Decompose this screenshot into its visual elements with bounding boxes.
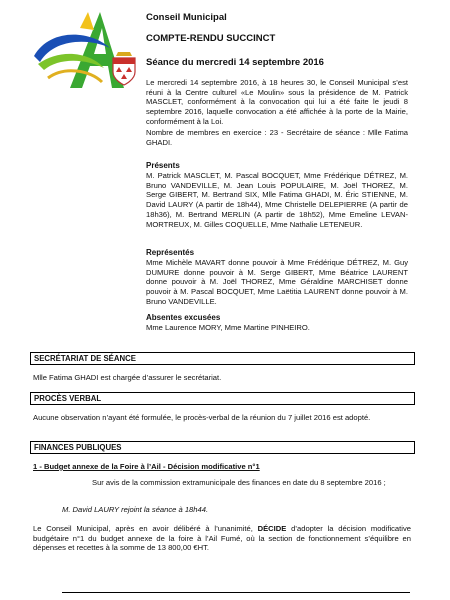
presents-list: M. Patrick MASCLET, M. Pascal BOCQUET, Mme Frédérique DÉTREZ, M. Bruno VANDEVILLE, M. Jean Louis POPULAIRE, M. Joël THOREZ, M. Serge GIBERT, M. Bertrand SIX, Mlle Fatima GHADI, M. Éric STIENNE, M. David LAURY (A partir de 18h44), Mme Christelle DELEPIERRE (A partir de 18h36), M. Bertrand MERLIN (A partir de 18h52), Mme Emeline LEVAN-MORTREUX, M. Gilles COQUELLE, Mme Nathalie LETENEUR. [146,171,408,229]
finances-decision [33,524,411,553]
secretariat-text: Mlle Fatima GHADI est chargée d’assurer le secrétariat. [33,373,222,382]
members-count-paragraph: Nombre de membres en exercice : 23 - Secrétaire de séance : Mlle Fatima GHADI. [146,128,408,147]
finances-item-title [33,462,411,472]
coat-of-arms-icon [110,50,138,86]
decision-text: d’adopter la décision modificative budgétaire n°1 du budget annexe de la foire à l’Ail Fumé, où la section de fonctionnement s’équilibre en dépenses et recettes à la somme de 13 800,00 €HT. [33,524,411,553]
budget-item-title: 1 - Budget annexe de la Foire à l’Ail - Décision modificative n°1 [33,462,260,471]
decision-intro: Le Conseil Municipal, après en avoir délibéré à l’unanimité, [33,524,258,533]
representes-list: Mme Michèle MAVART donne pouvoir à Mme Frédérique DÉTREZ, M. Guy DUMURE donne pouvoir à M. Serge GIBERT, Mme Béatrice LAURENT donne pouvoir à M. Joël THOREZ, Mme Géraldine MARCHISET donne pouvoir à M. Pascal BOCQUET, Mme Laëtitia LAURENT donne pouvoir à M. Bruno VANDEVILLE. [146,258,408,306]
proces-verbal-heading: PROCÈS VERBAL [30,392,415,405]
secretariat-heading: SECRÉTARIAT DE SÉANCE [30,352,415,365]
session-date: Séance du mercredi 14 septembre 2016 [146,57,324,68]
absentes-list: Mme Laurence MORY, Mme Martine PINHEIRO. [146,323,310,332]
footer-divider [62,592,410,593]
decision-verb: DÉCIDE [257,524,287,533]
council-name: Conseil Municipal [146,12,227,23]
absentes-heading: Absentes excusées [146,313,221,322]
finances-heading: FINANCES PUBLIQUES [30,441,415,454]
representes-heading: Représentés [146,248,195,257]
document-title: COMPTE-RENDU SUCCINCT [146,33,276,44]
presents-heading: Présents [146,161,180,170]
finances-rejoint: M. David LAURY rejoint la séance à 18h44. [62,505,209,514]
proces-verbal-text: Aucune observation n’ayant été formulée, le procès-verbal de la réunion du 7 juillet 2016 est adopté. [33,413,371,422]
finances-avis: Sur avis de la commission extramunicipale des finances en date du 8 septembre 2016 ; [92,478,386,487]
intro-paragraph: Le mercredi 14 septembre 2016, à 18 heures 30, le Conseil Municipal s’est réuni à la Centre culturel «Le Moulin» sous la présidence de M. Patrick MASCLET, conformément à la convocation qui lui a été faite le jeudi 8 septembre 2016, laquelle convocation a été affichée à la porte de la Mairie, conformément à la Loi. [146,78,408,126]
